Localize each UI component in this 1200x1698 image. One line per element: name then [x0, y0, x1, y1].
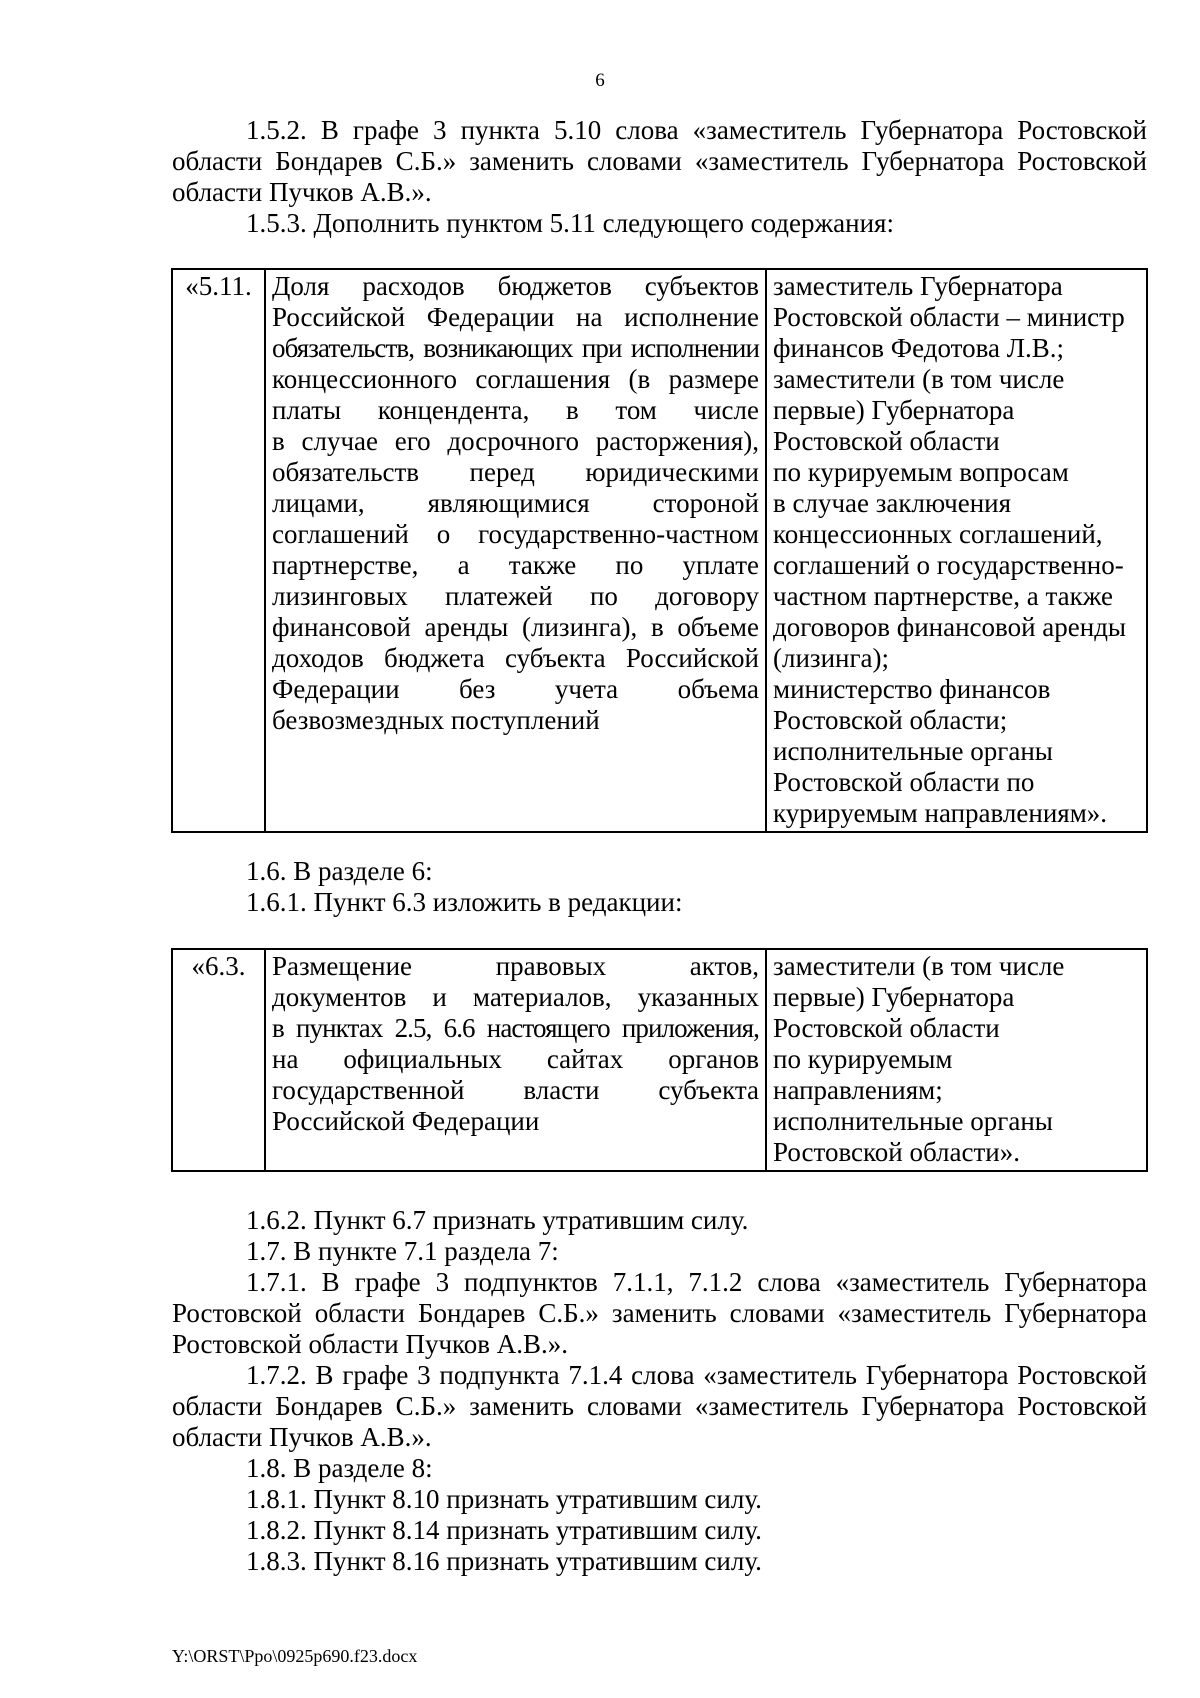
item-number-cell: «6.3. — [172, 949, 265, 1171]
description-line: обязательств, возникающих при исполнении — [272, 333, 759, 363]
description-line: в пунктах 2.5, 6.6 настоящего приложения, — [272, 1013, 759, 1043]
description-line: Российской Федерации — [272, 1106, 540, 1136]
paragraph-1-6: 1.6. В разделе 6: — [246, 856, 433, 886]
responsible-line: финансов Федотова Л.В.; — [773, 333, 1065, 363]
responsible-line: (лизинга); — [773, 643, 890, 673]
description-line: государственной власти субъекта — [272, 1075, 759, 1105]
description-line: лицами, являющимися стороной — [272, 488, 759, 518]
responsible-line: первые) Губернатора — [773, 982, 1015, 1012]
description-line: Размещение правовых актов, — [272, 951, 759, 981]
responsible-line: первые) Губернатора — [773, 395, 1015, 425]
responsible-line: Ростовской области по — [773, 767, 1035, 797]
paragraph-1-6-2: 1.6.2. Пункт 6.7 признать утратившим силу. — [246, 1205, 749, 1235]
paragraph-1-7-1: 1.7.1. В графе 3 подпунктов 7.1.1, 7.1.2 слова «заместитель Губернатора Ростовской области Бондарев С.Б.» заменить словами «заместитель Губернатора Ростовской области Пучков А.В.». — [172, 1267, 1147, 1359]
responsible-line: Ростовской области – министр — [773, 302, 1125, 332]
responsible-line: Ростовской области; — [773, 705, 1008, 735]
responsible-line: частном партнерстве, а также — [773, 581, 1114, 611]
responsible-line: договоров финансовой аренды — [773, 612, 1127, 642]
responsible-line: соглашений о государственно- — [773, 550, 1124, 580]
responsible-line: заместители (в том числе — [773, 951, 1065, 981]
description-line: на официальных сайтах органов — [272, 1044, 759, 1074]
paragraph-1-8: 1.8. В разделе 8: — [246, 1453, 433, 1483]
description-line: доходов бюджета субъекта Российской — [272, 643, 759, 673]
description-line: в случае его досрочного расторжения), — [272, 426, 759, 456]
table-row — [172, 269, 1147, 832]
paragraph-1-7: 1.7. В пункте 7.1 раздела 7: — [246, 1236, 559, 1266]
paragraph-1-6-1: 1.6.1. Пункт 6.3 изложить в редакции: — [246, 887, 683, 917]
responsible-line: по курируемым — [773, 1044, 953, 1074]
description-line: обязательств перед юридическими — [272, 457, 759, 487]
item-description-cell — [265, 949, 766, 1171]
responsible-line: в случае заключения — [773, 488, 1012, 518]
paragraph-1-5-3: 1.5.3. Дополнить пунктом 5.11 следующего содержания: — [246, 208, 894, 238]
responsible-line: исполнительные органы — [773, 1106, 1053, 1136]
item-description-cell — [265, 269, 766, 832]
amendment-block-1 — [172, 115, 1147, 239]
paragraph-1-8-1: 1.8.1. Пункт 8.10 признать утратившим силу. — [246, 1484, 762, 1514]
description-line: партнерстве, а также по уплате — [272, 550, 759, 580]
responsible-cell — [766, 269, 1147, 832]
paragraph-1-7-2: 1.7.2. В графе 3 подпункта 7.1.4 слова «заместитель Губернатора Ростовской области Бондарев С.Б.» заменить словами «заместитель Губернатора Ростовской области Пучков А.В.». — [172, 1360, 1147, 1452]
paragraph-1-8-2: 1.8.2. Пункт 8.14 признать утратившим силу. — [246, 1515, 762, 1545]
description-line: платы концендента, в том числе — [272, 395, 759, 425]
responsible-line: концессионных соглашений, — [773, 519, 1103, 549]
description-line: Российской Федерации на исполнение — [272, 302, 759, 332]
page-number: 6 — [595, 70, 605, 91]
amendment-block-3 — [172, 1205, 1147, 1577]
description-line: соглашений о государственно-частном — [272, 519, 759, 549]
description-line: Федерации без учета объема — [272, 674, 759, 704]
amendment-block-2 — [172, 856, 1147, 918]
paragraph-1-8-3: 1.8.3. Пункт 8.16 признать утратившим силу. — [246, 1546, 762, 1576]
table-item-5-11 — [171, 268, 1148, 833]
file-path-footer: Y:\ORST\Ppo\0925p690.f23.docx — [172, 1646, 418, 1666]
responsible-line: направлениям; — [773, 1075, 943, 1105]
responsible-cell — [766, 949, 1147, 1171]
responsible-line: Ростовской области». — [773, 1137, 1020, 1167]
table-item-6-3 — [171, 948, 1148, 1172]
responsible-line: Ростовской области — [773, 426, 1000, 456]
description-line: документов и материалов, указанных — [272, 982, 759, 1012]
description-line: Доля расходов бюджетов субъектов — [272, 271, 759, 301]
responsible-line: заместитель Губернатора — [773, 271, 1063, 301]
responsible-line: исполнительные органы — [773, 736, 1053, 766]
responsible-line: заместители (в том числе — [773, 364, 1065, 394]
description-line: финансовой аренды (лизинга), в объеме — [272, 612, 759, 642]
responsible-line: министерство финансов — [773, 674, 1051, 704]
item-number-cell: «5.11. — [172, 269, 265, 832]
responsible-line: Ростовской области — [773, 1013, 1000, 1043]
responsible-line: по курируемым вопросам — [773, 457, 1069, 487]
description-line: лизинговых платежей по договору — [272, 581, 759, 611]
description-line: концессионного соглашения (в размере — [272, 364, 759, 394]
paragraph-1-5-2: 1.5.2. В графе 3 пункта 5.10 слова «заместитель Губернатора Ростовской области Бондарев С.Б.» заменить словами «заместитель Губернатора Ростовской области Пучков А.В.». — [172, 115, 1147, 207]
table-row — [172, 949, 1147, 1171]
description-line: безвозмездных поступлений — [272, 705, 600, 735]
responsible-line: курируемым направлениям». — [773, 798, 1108, 828]
